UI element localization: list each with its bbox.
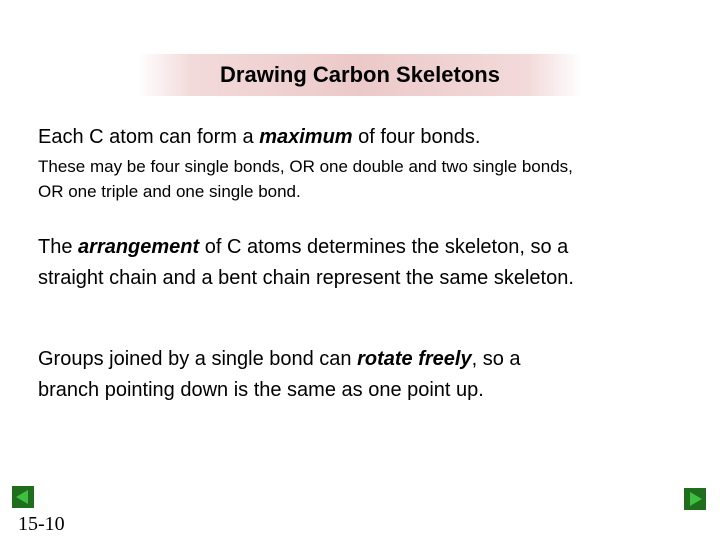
next-arrow-icon[interactable] (684, 488, 706, 510)
bullet-rotation-line-2: branch pointing down is the same as one point up. (38, 379, 484, 401)
prev-arrow-icon[interactable] (12, 486, 34, 508)
bullet-arrangement-line-2: straight chain and a bent chain represent the same skeleton. (38, 267, 574, 289)
bullet-arrangement (38, 232, 574, 294)
bullet-rotation (38, 344, 521, 406)
bullet-max-bonds-text-a: Each C atom can form a (38, 126, 260, 148)
bullet-arrangement-text-a: The (38, 236, 79, 258)
slide-number: 15-10 (18, 513, 65, 535)
bullet-arrangement-text-b: of C atoms determines the skeleton, so a (199, 236, 569, 258)
bullet-rotation-text-b: , so a (471, 348, 521, 370)
bullet-bond-types (38, 154, 573, 204)
bullet-bond-types-line-1: These may be four single bonds, OR one double and two single bonds, (38, 157, 573, 176)
slide-title: Drawing Carbon Skeletons (220, 62, 500, 87)
bullet-rotation-emphasis: rotate freely (357, 348, 472, 370)
bullet-max-bonds-text-b: of four bonds. (352, 126, 481, 148)
bullet-bond-types-line-2: OR one triple and one single bond. (38, 182, 301, 201)
bullet-arrangement-emphasis: arrangement (78, 236, 200, 258)
bullet-max-bonds (38, 124, 480, 150)
bullet-max-bonds-emphasis: maximum (259, 126, 353, 148)
bullet-rotation-text-a: Groups joined by a single bond can (38, 348, 358, 370)
